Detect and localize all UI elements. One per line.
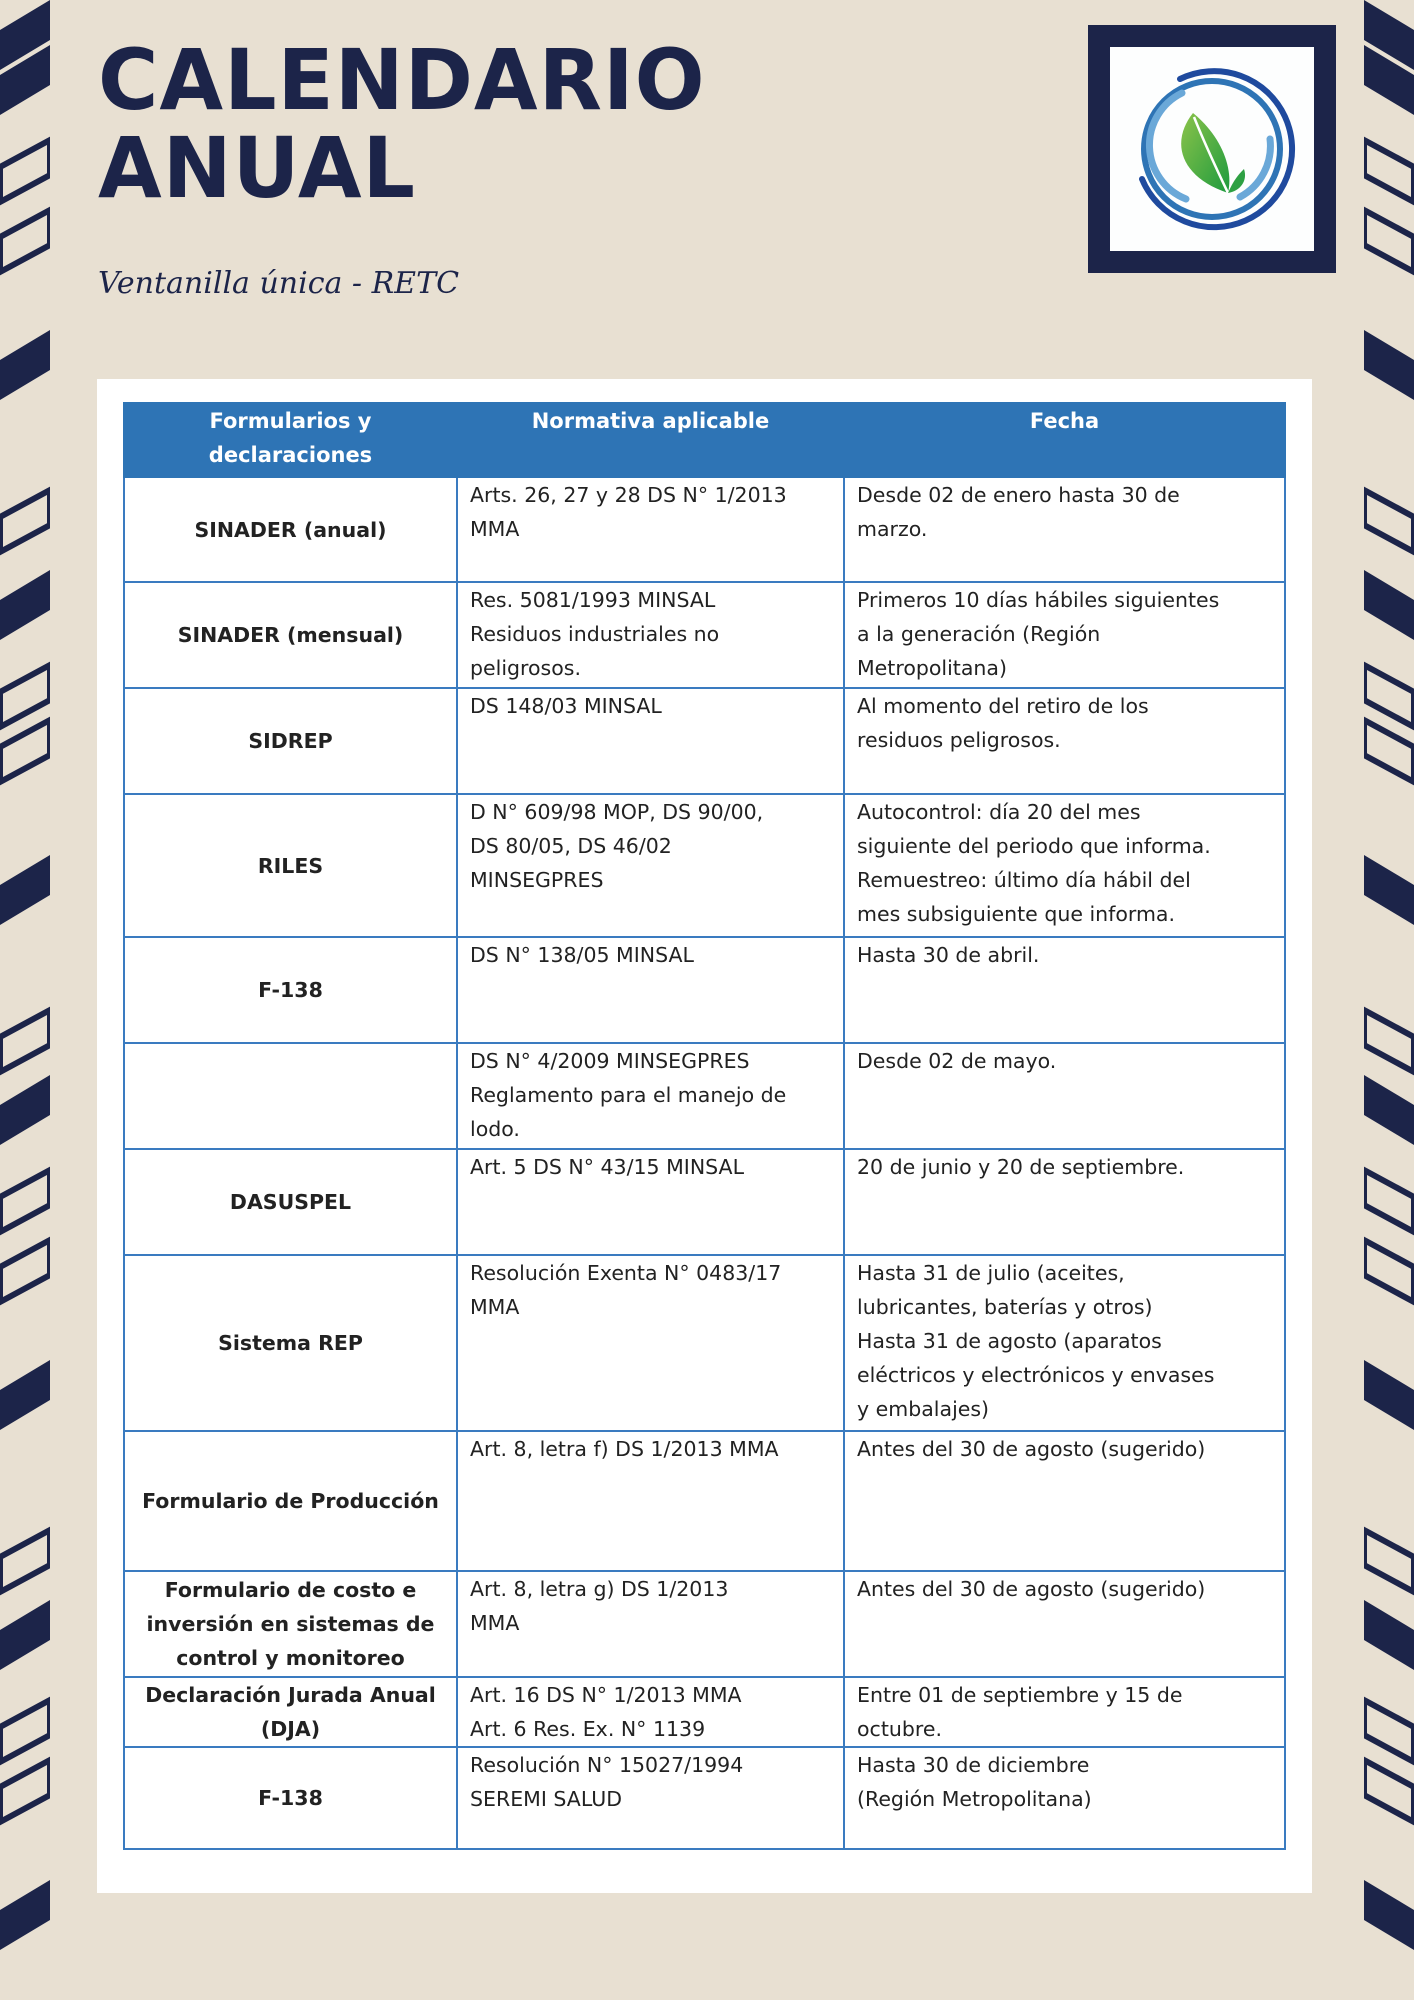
normativa-cell bbox=[457, 1043, 844, 1149]
fecha-line: octubre. bbox=[857, 1717, 942, 1741]
title-line-2: ANUAL bbox=[98, 119, 416, 217]
normativa-line: Art. 6 Res. Ex. N° 1139 bbox=[470, 1717, 706, 1741]
fecha-line: Remuestreo: último día hábil del bbox=[857, 868, 1191, 892]
fecha-line: Hasta 30 de diciembre bbox=[857, 1753, 1090, 1777]
normativa-line: Art. 8, letra g) DS 1/2013 bbox=[470, 1577, 729, 1601]
fecha-line: Desde 02 de enero hasta 30 de bbox=[857, 483, 1180, 507]
fecha-line: Desde 02 de mayo. bbox=[857, 1049, 1057, 1073]
normativa-cell bbox=[457, 1255, 844, 1431]
form-name-cell: SINADER (mensual) bbox=[124, 582, 457, 688]
fecha-line: Antes del 30 de agosto (sugerido) bbox=[857, 1577, 1206, 1601]
page-title bbox=[98, 31, 706, 217]
normativa-line: MMA bbox=[470, 1611, 520, 1635]
table-row bbox=[124, 1149, 1285, 1255]
fecha-line: Al momento del retiro de los bbox=[857, 694, 1149, 718]
normativa-line: D N° 609/98 MOP, DS 90/00, bbox=[470, 800, 764, 824]
page-subtitle: Ventanilla única - RETC bbox=[98, 266, 460, 301]
normativa-cell bbox=[457, 1571, 844, 1677]
fecha-line: Primeros 10 días hábiles siguientes bbox=[857, 588, 1220, 612]
normativa-line: lodo. bbox=[470, 1117, 520, 1141]
fecha-cell bbox=[844, 477, 1285, 582]
normativa-line: Resolución N° 15027/1994 bbox=[470, 1753, 744, 1777]
column-header-forms: Formularios y declaraciones bbox=[124, 403, 457, 477]
form-name-cell: DASUSPEL bbox=[124, 1149, 457, 1255]
normativa-cell bbox=[457, 688, 844, 794]
fecha-line: Hasta 31 de julio (aceites, bbox=[857, 1261, 1125, 1285]
fecha-line: Entre 01 de septiembre y 15 de bbox=[857, 1683, 1183, 1707]
leaf-in-circles-icon bbox=[1110, 47, 1314, 251]
form-name-cell: SIDREP bbox=[124, 688, 457, 794]
table-header-row bbox=[124, 403, 1285, 477]
fecha-line: lubricantes, baterías y otros) bbox=[857, 1295, 1153, 1319]
normativa-line: Res. 5081/1993 MINSAL bbox=[470, 588, 716, 612]
form-name-cell: Sistema REP bbox=[124, 1255, 457, 1431]
fecha-line: marzo. bbox=[857, 517, 928, 541]
fecha-cell bbox=[844, 1255, 1285, 1431]
normativa-cell bbox=[457, 937, 844, 1043]
fecha-line: (Región Metropolitana) bbox=[857, 1787, 1092, 1811]
form-name-cell: Formulario de Producción bbox=[124, 1431, 457, 1571]
table-row bbox=[124, 794, 1285, 937]
form-name-cell: F-138 bbox=[124, 1747, 457, 1849]
normativa-line: MINSEGPRES bbox=[470, 868, 604, 892]
normativa-line: Reglamento para el manejo de bbox=[470, 1083, 787, 1107]
fecha-line: residuos peligrosos. bbox=[857, 728, 1061, 752]
fecha-cell bbox=[844, 1677, 1285, 1747]
table-row bbox=[124, 1431, 1285, 1571]
form-name-cell: SINADER (anual) bbox=[124, 477, 457, 582]
table-row bbox=[124, 1043, 1285, 1149]
logo bbox=[1110, 47, 1314, 251]
table-row bbox=[124, 582, 1285, 688]
decorative-stripes-right bbox=[1364, 0, 1414, 2000]
normativa-line: DS N° 138/05 MINSAL bbox=[470, 943, 694, 967]
normativa-line: SEREMI SALUD bbox=[470, 1787, 623, 1811]
table-row bbox=[124, 1571, 1285, 1677]
form-name-cell: Declaración Jurada Anual (DJA) bbox=[124, 1677, 457, 1747]
normativa-line: DS N° 4/2009 MINSEGPRES bbox=[470, 1049, 750, 1073]
table-row bbox=[124, 937, 1285, 1043]
normativa-cell bbox=[457, 1747, 844, 1849]
normativa-cell bbox=[457, 1149, 844, 1255]
fecha-cell bbox=[844, 794, 1285, 937]
normativa-line: DS 80/05, DS 46/02 bbox=[470, 834, 672, 858]
normativa-line: Art. 5 DS N° 43/15 MINSAL bbox=[470, 1155, 744, 1179]
normativa-line: DS 148/03 MINSAL bbox=[470, 694, 662, 718]
title-line-1: CALENDARIO bbox=[98, 31, 706, 129]
fecha-cell bbox=[844, 1149, 1285, 1255]
normativa-line: Arts. 26, 27 y 28 DS N° 1/2013 bbox=[470, 483, 787, 507]
normativa-cell bbox=[457, 477, 844, 582]
fecha-line: mes subsiguiente que informa. bbox=[857, 902, 1176, 926]
table-row bbox=[124, 477, 1285, 582]
fecha-cell bbox=[844, 582, 1285, 688]
normativa-cell bbox=[457, 582, 844, 688]
normativa-line: Art. 8, letra f) DS 1/2013 MMA bbox=[470, 1437, 779, 1461]
calendar-table bbox=[123, 402, 1286, 1850]
fecha-line: 20 de junio y 20 de septiembre. bbox=[857, 1155, 1185, 1179]
fecha-cell bbox=[844, 937, 1285, 1043]
fecha-cell bbox=[844, 1043, 1285, 1149]
normativa-cell bbox=[457, 1677, 844, 1747]
table-row bbox=[124, 688, 1285, 794]
calendar-card bbox=[97, 379, 1312, 1893]
logo-frame bbox=[1088, 25, 1336, 273]
fecha-cell bbox=[844, 1747, 1285, 1849]
fecha-line: y embalajes) bbox=[857, 1397, 990, 1421]
fecha-line: Hasta 31 de agosto (aparatos bbox=[857, 1329, 1162, 1353]
table-row bbox=[124, 1255, 1285, 1431]
fecha-line: Metropolitana) bbox=[857, 656, 1007, 680]
fecha-cell bbox=[844, 688, 1285, 794]
normativa-line: Resolución Exenta N° 0483/17 bbox=[470, 1261, 782, 1285]
table-row bbox=[124, 1747, 1285, 1849]
fecha-line: Hasta 30 de abril. bbox=[857, 943, 1040, 967]
fecha-line: siguiente del periodo que informa. bbox=[857, 834, 1211, 858]
normativa-line: peligrosos. bbox=[470, 656, 581, 680]
normativa-line: Art. 16 DS N° 1/2013 MMA bbox=[470, 1683, 742, 1707]
column-header-normativa: Normativa aplicable bbox=[457, 403, 844, 477]
form-name-cell: F-138 bbox=[124, 937, 457, 1043]
fecha-cell bbox=[844, 1571, 1285, 1677]
form-name-cell bbox=[124, 1043, 457, 1149]
normativa-line: Residuos industriales no bbox=[470, 622, 720, 646]
form-name-cell: RILES bbox=[124, 794, 457, 937]
normativa-line: MMA bbox=[470, 1295, 520, 1319]
fecha-line: Antes del 30 de agosto (sugerido) bbox=[857, 1437, 1206, 1461]
normativa-cell bbox=[457, 1431, 844, 1571]
normativa-line: MMA bbox=[470, 517, 520, 541]
normativa-cell bbox=[457, 794, 844, 937]
decorative-stripes-left bbox=[0, 0, 50, 2000]
fecha-line: Autocontrol: día 20 del mes bbox=[857, 800, 1141, 824]
column-header-fecha: Fecha bbox=[844, 403, 1285, 477]
fecha-line: eléctricos y electrónicos y envases bbox=[857, 1363, 1215, 1387]
fecha-cell bbox=[844, 1431, 1285, 1571]
fecha-line: a la generación (Región bbox=[857, 622, 1101, 646]
table-row bbox=[124, 1677, 1285, 1747]
form-name-cell: Formulario de costo e inversión en sistemas de control y monitoreo bbox=[124, 1571, 457, 1677]
